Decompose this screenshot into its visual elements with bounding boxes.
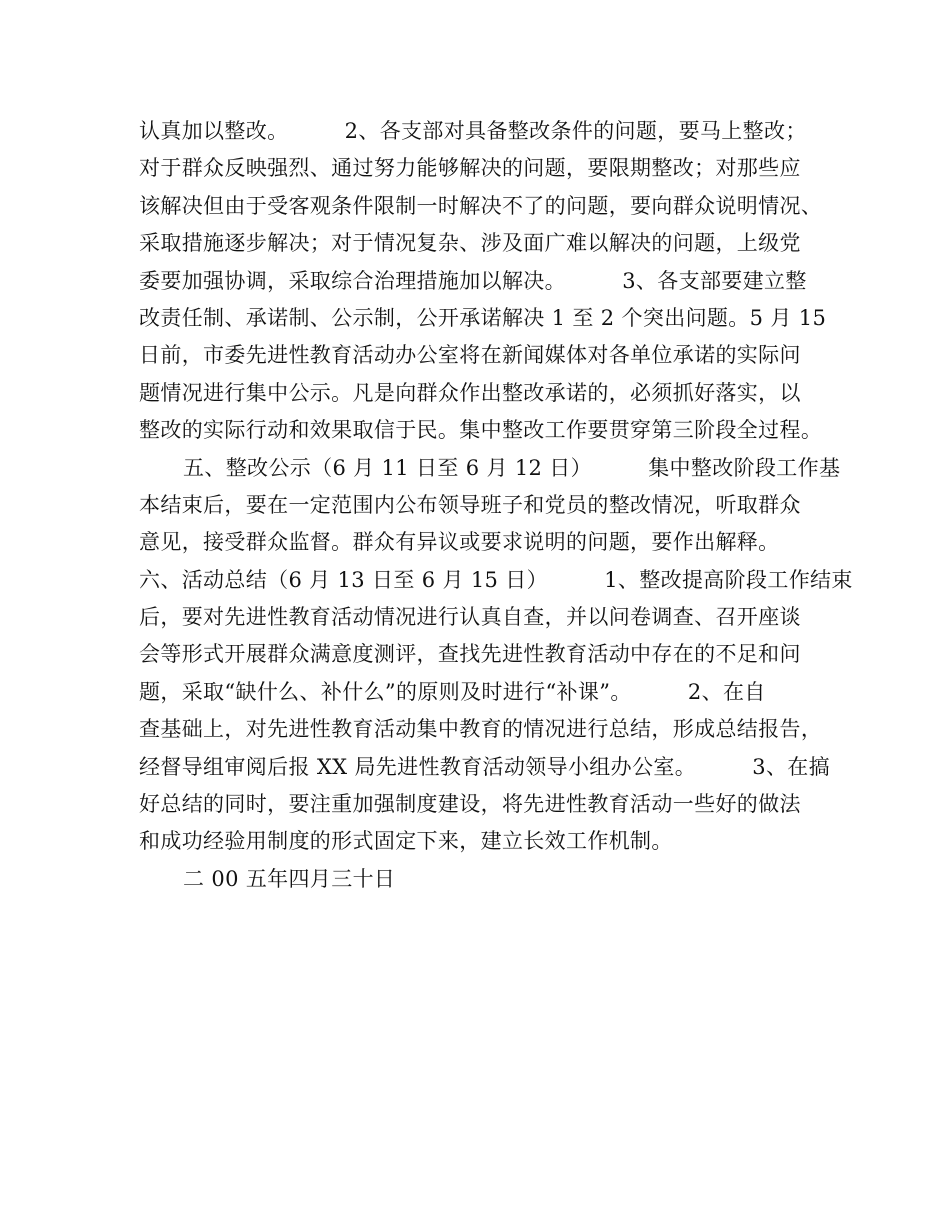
text-line: 采取措施逐步解决；对于情况复杂、涉及面广难以解决的问题，上级党	[139, 231, 801, 256]
text-line: 和成功经验用制度的形式固定下来，建立长效工作机制。	[139, 829, 673, 854]
document-date: 二 00 五年四月三十日	[183, 866, 396, 891]
text-line: 该解决但由于受客观条件限制一时解决不了的问题，要向群众说明情况、	[139, 193, 823, 218]
section-heading-line: 六、活动总结（6 月 13 日至 6 月 15 日） 1、整改提高阶段工作结束	[139, 567, 853, 592]
section-heading-line: 五、整改公示（6 月 11 日至 6 月 12 日） 集中整改阶段工作基	[183, 455, 841, 480]
text-line: 题情况进行集中公示。凡是向群众作出整改承诺的，必须抓好落实，以	[139, 380, 801, 405]
text-line: 本结束后，要在一定范围内公布领导班子和党员的整改情况，听取群众	[139, 492, 801, 517]
text-line: 对于群众反映强烈、通过努力能够解决的问题，要限期整改；对那些应	[139, 156, 801, 181]
text-line: 经督导组审阅后报 XX 局先进性教育活动领导小组办公室。 3、在搞	[139, 754, 831, 779]
text-line: 后，要对先进性教育活动情况进行认真自查，并以问卷调查、召开座谈	[139, 605, 801, 630]
text-line: 意见，接受群众监督。群众有异议或要求说明的问题，要作出解释。	[139, 530, 780, 555]
text-line: 日前，市委先进性教育活动办公室将在新闻媒体对各单位承诺的实际问	[139, 343, 801, 368]
text-line: 查基础上，对先进性教育活动集中教育的情况进行总结，形成总结报告，	[139, 717, 823, 742]
text-line: 题，采取“缺什么、补什么”的原则及时进行“补课”。 2、在自	[139, 679, 766, 704]
text-line: 认真加以整改。 2、各支部对具备整改条件的问题，要马上整改；	[139, 119, 807, 143]
text-line: 会等形式开展群众满意度测评，查找先进性教育活动中存在的不足和问	[139, 642, 801, 667]
text-line: 整改的实际行动和效果取信于民。集中整改工作要贯穿第三阶段全过程。	[139, 418, 823, 443]
document-body	[139, 113, 853, 898]
text-line: 好总结的同时，要注重加强制度建设，将先进性教育活动一些好的做法	[139, 792, 801, 817]
text-line: 委要加强协调，采取综合治理措施加以解决。 3、各支部要建立整	[139, 268, 807, 293]
text-line: 改责任制、承诺制、公示制，公开承诺解决 1 至 2 个突出问题。5 月 15	[139, 305, 827, 330]
